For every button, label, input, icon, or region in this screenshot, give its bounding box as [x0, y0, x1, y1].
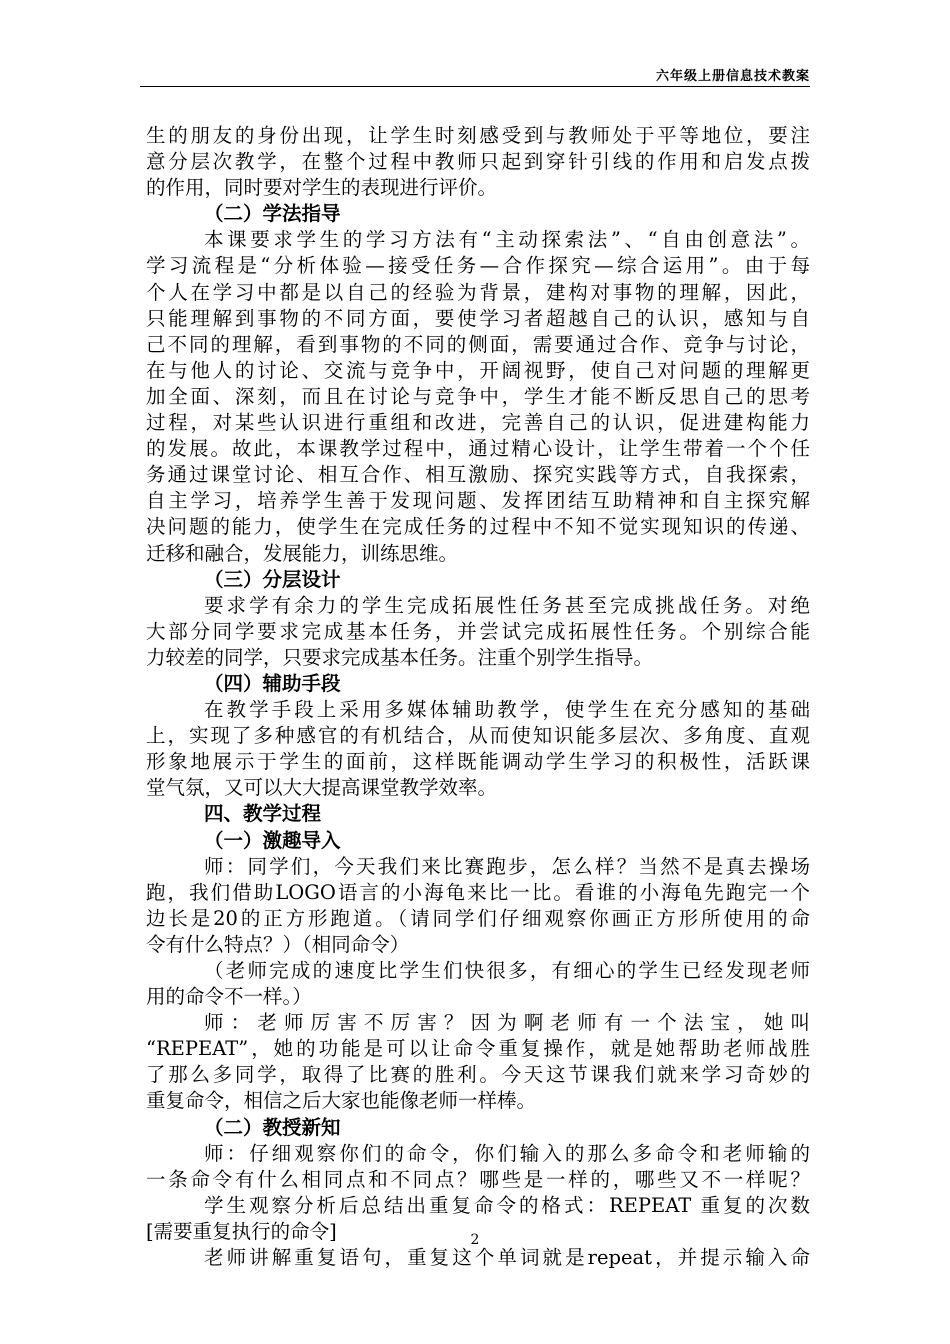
section-heading: （四）辅助手段 — [204, 671, 341, 695]
page-number: 2 — [470, 1232, 480, 1248]
text-line: 务通过课堂讨论、相互合作、相互激励、探究实践等方式，自我探索， — [146, 463, 810, 487]
section-heading: （二）学法指导 — [204, 202, 341, 226]
text-line: 意分层次教学，在整个过程中教师只起到穿针引线的作用和启发点拨 — [146, 150, 810, 174]
text-line: 决问题的能力，使学生在完成任务的过程中不知不觉实现知识的传递、 — [146, 515, 810, 539]
text-line: 一条命令有什么相同点和不同点？哪些是一样的，哪些又不一样呢？ — [146, 1167, 810, 1191]
text-line: 学生观察分析后总结出重复命令的格式：REPEAT 重复的次数 — [204, 1193, 810, 1217]
text-line: 个人在学习中都是以自己的经验为背景，建构对事物的理解，因此， — [146, 280, 810, 304]
text-line: 的发展。故此，本课教学过程中，通过精心设计，让学生带着一个个任 — [146, 437, 810, 461]
header-rule — [140, 86, 810, 87]
text-line: 老师讲解重复语句，重复这个单词就是repeat，并提示输入命 — [204, 1246, 810, 1270]
text-line: 上，实现了多种感官的有机结合，从而使知识能多层次、多角度、直观 — [146, 724, 810, 748]
text-line: 用的命令不一样。） — [146, 985, 312, 1009]
text-line: 过程，对某些认识进行重组和改进，完善自己的认识，促进建构能力 — [146, 411, 810, 435]
section-heading: （二）教授新知 — [204, 1115, 341, 1139]
text-line: （老师完成的速度比学生们快很多，有细心的学生已经发现老师 — [204, 959, 810, 982]
text-line: 了那么多同学，取得了比赛的胜利。今天这节课我们就来学习奇妙的 — [146, 1063, 810, 1087]
text-line: 堂气氛，又可以大大提高课堂教学效率。 — [146, 776, 498, 800]
text-line: 在教学手段上采用多媒体辅助教学，使学生在充分感知的基础 — [204, 698, 810, 722]
text-line: 令有什么特点？）（相同命令） — [146, 932, 410, 956]
text-line: 重复命令，相信之后大家也能像老师一样棒。 — [146, 1089, 537, 1113]
header-title: 六年级上册信息技术教案 — [655, 69, 810, 84]
body-text — [146, 123, 810, 1271]
text-line: 在与他人的讨论、交流与竞争中，开阔视野，使自己对问题的理解更 — [146, 358, 810, 382]
text-line: [需要重复执行的命令] — [146, 1219, 337, 1243]
text-line: 跑，我们借助LOGO语言的小海龟来比一比。看谁的小海龟先跑完一个 — [146, 880, 810, 904]
section-heading: 四、教学过程 — [204, 802, 322, 826]
text-line: 学习流程是“分析体验—接受任务—合作探究—综合运用”。由于每 — [146, 254, 810, 278]
text-line: 生的朋友的身份出现，让学生时刻感受到与教师处于平等地位，要注 — [146, 124, 810, 147]
section-heading: （一）激趣导入 — [204, 828, 341, 852]
text-line: 迁移和融合，发展能力，训练思维。 — [146, 541, 459, 565]
text-line: 的作用，同时要对学生的表现进行评价。 — [146, 176, 498, 200]
text-line: 边长是20的正方形跑道。（请同学们仔细观察你画正方形所使用的命 — [146, 906, 810, 930]
text-line: 只能理解到事物的不同方面，要使学习者超越自己的认识，感知与自 — [146, 306, 810, 330]
text-line: 师：同学们，今天我们来比赛跑步，怎么样？当然不是真去操场 — [204, 854, 810, 878]
text-line: 师：老师厉害不厉害？因为啊老师有一个法宝，她叫 — [204, 1011, 810, 1035]
text-line: 师：仔细观察你们的命令，你们输入的那么多命令和老师输的 — [204, 1141, 810, 1165]
text-line: 己不同的理解，看到事物的不同的侧面，需要通过合作、竞争与讨论， — [146, 332, 810, 356]
text-line: 加全面、深刻，而且在讨论与竞争中，学生才能不断反思自己的思考 — [146, 384, 810, 408]
text-line: 形象地展示于学生的面前，这样既能调动学生学习的积极性，活跃课 — [146, 750, 810, 774]
text-line: “REPEAT”，她的功能是可以让命令重复操作，就是她帮助老师战胜 — [146, 1037, 810, 1061]
section-heading: （三）分层设计 — [204, 567, 341, 591]
text-line: 力较差的同学，只要求完成基本任务。注重个别学生指导。 — [146, 645, 654, 669]
text-line: 本课要求学生的学习方法有“主动探索法”、“自由创意法”。 — [204, 228, 810, 252]
text-line: 自主学习，培养学生善于发现问题、发挥团结互助精神和自主探究解 — [146, 489, 810, 513]
text-line: 大部分同学要求完成基本任务，并尝试完成拓展性任务。个别综合能 — [146, 619, 810, 643]
text-line: 要求学有余力的学生完成拓展性任务甚至完成挑战任务。对绝 — [204, 593, 810, 617]
